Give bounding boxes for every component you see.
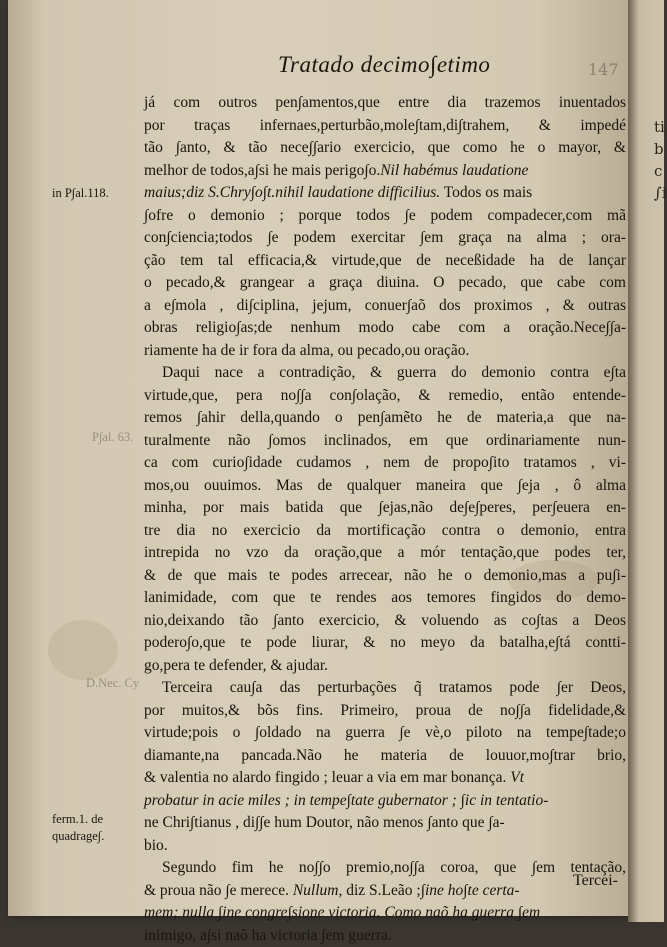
text-line: ∫ofre o demonio ; porque todos ∫e podem compadecer,com mã: [144, 205, 626, 228]
text-line: ne Chri∫tianus , di∫∫e hum Doutor, não menos ∫anto que ∫a-: [144, 812, 626, 835]
text-line: & valentia no alardo fingido ; leuar a via em mar bonança. Vt: [144, 767, 626, 790]
text-line: ca com curio∫idade cudamos , nem de propo∫ito tratamos , vi-: [144, 452, 626, 475]
text-line: con∫ciencia;todos ∫e podem exercitar ∫em graça na alma ; ora-: [144, 227, 626, 250]
margin-note: ferm.1. de: [52, 812, 103, 827]
text-line: & proua não ∫e merece. Nullum, diz S.Leão ;∫ine ho∫te certa-: [144, 880, 626, 903]
text-line: por muitos,& bõs fins. Primeiro, proua de no∫∫a fidelidade,&: [144, 700, 626, 723]
latin-quote: nihil laudatione difficilius.: [275, 184, 440, 201]
latin-quote: Nullum,: [293, 882, 343, 899]
text-line: Daqui nace a contradição, & guerra do demonio contra e∫ta: [144, 362, 626, 385]
text-line: maius;diz S.Chry∫o∫t.nihil laudatione difficilius. Todos os mais: [144, 182, 626, 205]
text-line: ção tem tal efficacia,& virtude,que de neceßidade ha de lançar: [144, 250, 626, 273]
text-line: intrepida no vzo da oração,que a mór tentação,que podes ter,: [144, 542, 626, 565]
text-line: riamente ha de ir fora da alma, ou pecado,ou oração.: [144, 340, 626, 363]
text-line: já com outros pen∫amentos,que entre dia trazemos inuentados: [144, 92, 626, 115]
margin-note: quadrage∫.: [52, 829, 104, 844]
text-line: probatur in acie miles ; in tempe∫tate gubernator ; ∫ic in tentatio-: [144, 790, 626, 813]
text-line: Terceira cau∫a das perturbações q̃ tratamos pode ∫er Deos,: [144, 677, 626, 700]
margin-note: D.Nec. Cy: [86, 676, 139, 691]
text-line: virtude,que, pera no∫∫a con∫olação, & remedio, então entende-: [144, 385, 626, 408]
text-line: tre dia no exercicio da mortificação contra o demonio, entra: [144, 520, 626, 543]
text-line: tão ∫anto, & tão nece∫∫ario exercicio, que como he o mayor, &: [144, 137, 626, 160]
text-line: mem; nulla ∫ine congre∫sione victoria. Como naõ ha guerra ∫em: [144, 902, 626, 925]
next-page-fragment: ∫i: [654, 184, 667, 202]
text-line: mos,ou ouuimos. Mas de qualquer maneira que ∫eja , ô alma: [144, 475, 626, 498]
page-number: 147: [588, 60, 619, 79]
text-line: nio,deixando tão ∫anto exercicio, & voluendo as co∫tas a Deos: [144, 610, 626, 633]
text-line: bio.: [144, 835, 626, 858]
book-page: [8, 0, 628, 916]
next-page-fragment: c: [654, 162, 662, 180]
next-page-edge: [628, 0, 664, 922]
margin-note: in P∫al.118.: [52, 186, 109, 201]
text-line: virtude;pois o ∫oldado na guerra ∫e vè,o piloto na tempe∫tade;o: [144, 722, 626, 745]
body-text: [144, 92, 626, 947]
text-line: por traças infernaes,perturbão,mole∫tam,di∫trahem, & impedé: [144, 115, 626, 138]
text-line: lanimidade, com que te rendes aos temores fingidos do demo-: [144, 587, 626, 610]
next-page-fragment: ti: [654, 118, 665, 136]
text-line: Segundo fim he no∫∫o premio,no∫∫a coroa, que ∫em tentação,: [144, 857, 626, 880]
latin-quote: Nil habémus laudatione: [380, 162, 528, 179]
text-line: obras religio∫as;de nenhum modo cabe com a oração.Nece∫∫a-: [144, 317, 626, 340]
text-line: minha, por mais batida que ∫ejas,não de∫e∫peres, per∫euera en-: [144, 497, 626, 520]
text-line: diamante,na pancada.Não he materia de louuor,mo∫trar brio,: [144, 745, 626, 768]
catchword: Tercei-: [573, 872, 618, 890]
latin-quote: ∫ine ho∫te certa-: [421, 882, 520, 899]
paper-stain: [48, 620, 118, 680]
text-line: o pecado,& grangear a graça diuina. O pecado, que cabe com: [144, 272, 626, 295]
text-line: remos ∫ahir della,quando o pen∫amẽto he de materia,a que na-: [144, 407, 626, 430]
text-line: & de que mais te podes arrecear, não he o demonio,mas a pu∫i-: [144, 565, 626, 588]
next-page-fragment: b: [654, 140, 664, 158]
running-head: Tratado decimo∫etimo: [278, 52, 490, 78]
text-line: go,pera te defender, & ajudar.: [144, 655, 626, 678]
text-line: melhor de todos,a∫si he mais perigo∫o.Nil habémus laudatione: [144, 160, 626, 183]
text-line: a e∫mola , di∫ciplina, jejum, conuer∫aõ dos proximos , & outras: [144, 295, 626, 318]
margin-note: P∫al. 63.: [92, 430, 133, 445]
text-line: podero∫o,que te pode liurar, & no meyo da batalha,e∫tá contti-: [144, 632, 626, 655]
text-line: turalmente não ∫omos inclinados, em que ordinariamente nun-: [144, 430, 626, 453]
latin-quote: Vt: [510, 769, 524, 786]
text-line: inimigo, a∫si naõ ha victoria ∫em guerra.: [144, 925, 626, 947]
